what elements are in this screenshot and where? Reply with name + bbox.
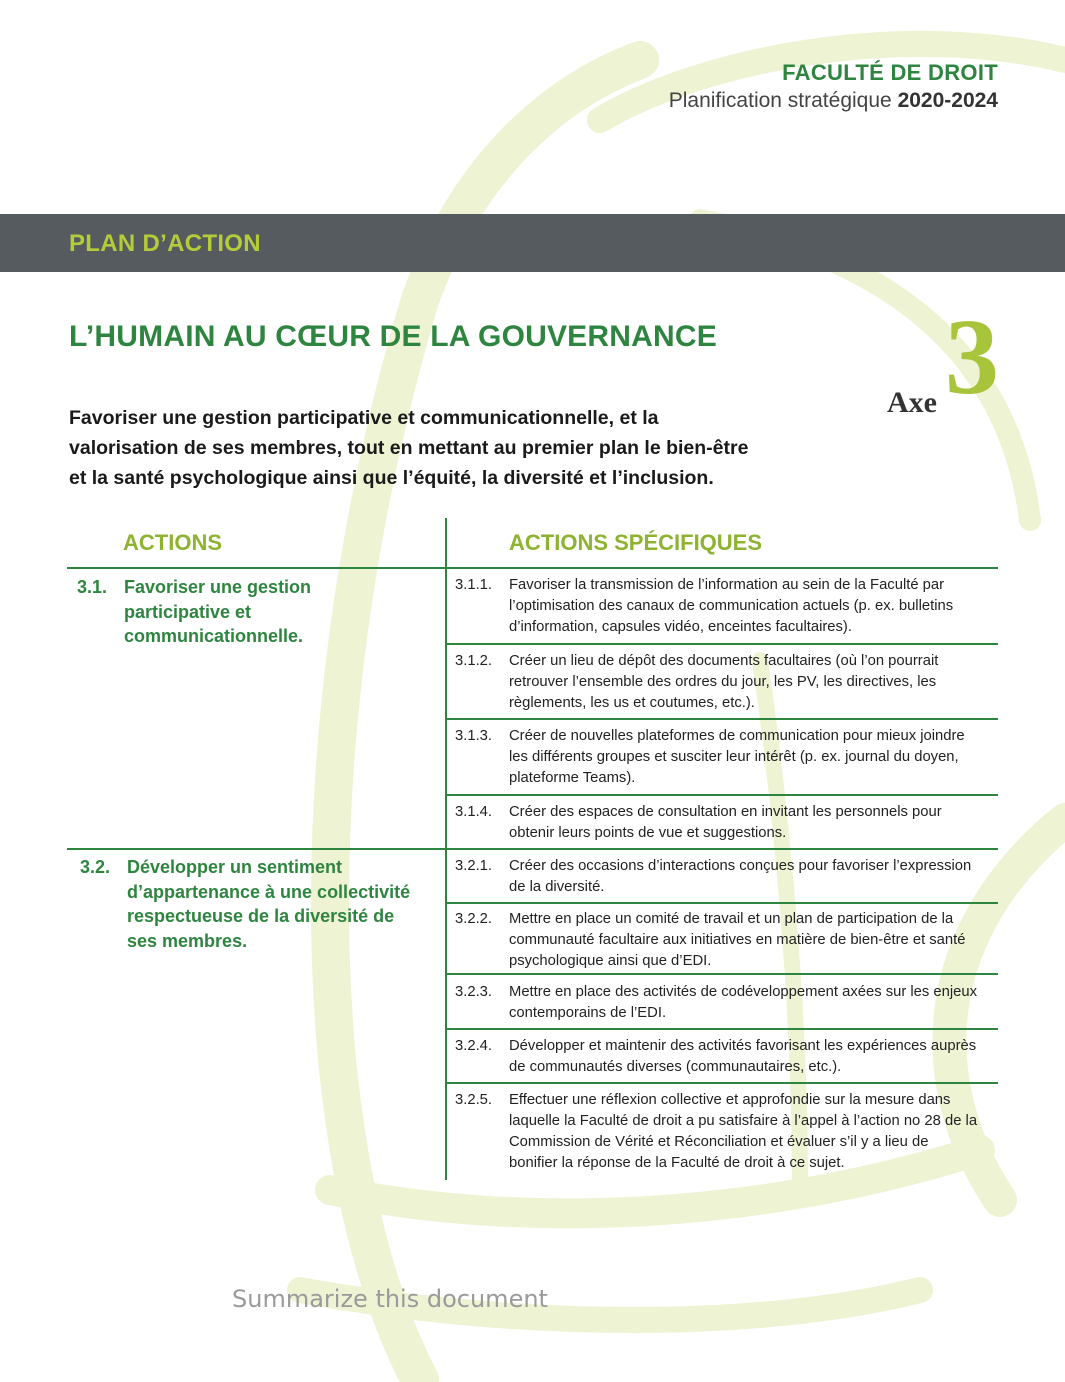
row-rule bbox=[447, 1082, 998, 1084]
specific-text: Mettre en place un comité de travail et un plan de participation de la communauté facultaire aux initiatives en matière de bien-être et santé psychologique ainsi que d’EDI. bbox=[509, 911, 966, 969]
axe-number: 3 bbox=[945, 298, 999, 417]
axe-badge bbox=[859, 298, 999, 424]
col-header-actions: ACTIONS bbox=[123, 530, 222, 555]
action-text: Favoriser une gestion participative et communicationnelle. bbox=[124, 577, 312, 646]
specific-number: 3.1.4. bbox=[455, 804, 493, 820]
action-number: 3.1. bbox=[77, 577, 108, 597]
plan-prefix: Planification stratégique bbox=[668, 89, 892, 112]
specific-number: 3.2.5. bbox=[455, 1092, 493, 1108]
specific-text: Créer un lieu de dépôt des documents facultaires (où l’on pourrait retrouver l’ensemble des ordres du jour, les PV, les directives, les règlements, les us et coutumes, etc.). bbox=[509, 653, 939, 711]
specific-number: 3.1.3. bbox=[455, 728, 493, 744]
row-rule bbox=[447, 1028, 998, 1030]
specific-number: 3.2.2. bbox=[455, 911, 493, 927]
specific-text: Créer de nouvelles plateformes de communication pour mieux joindre les différents groupes et susciter leur intérêt (p. ex. journal du doyen, plateforme Teams). bbox=[509, 728, 965, 786]
row-rule bbox=[447, 973, 998, 975]
specific-number: 3.2.4. bbox=[455, 1038, 493, 1054]
row-rule bbox=[447, 794, 998, 796]
specific-number: 3.2.1. bbox=[455, 858, 493, 874]
specific-number: 3.2.3. bbox=[455, 984, 493, 1000]
axe-label: Axe bbox=[887, 386, 937, 419]
action-number: 3.2. bbox=[80, 857, 111, 877]
plan-years: 2020-2024 bbox=[897, 89, 998, 112]
specific-number: 3.1.1. bbox=[455, 577, 493, 593]
section-band bbox=[0, 214, 1065, 272]
row-rule bbox=[447, 718, 998, 720]
faculty-name: FACULTÉ DE DROIT bbox=[782, 60, 998, 85]
band-title: PLAN D’ACTION bbox=[69, 230, 261, 257]
specific-text: Développer et maintenir des activités favorisant les expériences auprès de communautés diverses (communautaires, etc.). bbox=[509, 1038, 977, 1075]
plan-subtitle bbox=[669, 89, 998, 113]
intro-paragraph: Favoriser une gestion participative et communicationnelle, et la valorisation de ses membres, tout en mettant au premier plan le bien-être et la santé psychologique ainsi que l’équité, la diversité et l’inclusion. bbox=[69, 407, 749, 489]
specific-text: Favoriser la transmission de l’information au sein de la Faculté par l’optimisation des canaux de communication actuels (p. ex. bulletins d’information, capsules vidéo, enceintes facultaires). bbox=[509, 577, 954, 635]
group-rule bbox=[67, 848, 998, 850]
row-rule bbox=[447, 902, 998, 904]
table-header-rule bbox=[67, 567, 998, 569]
action-text: Développer un sentiment d’appartenance à une collectivité respectueuse de la diversité de ses membres. bbox=[127, 857, 411, 951]
document-header bbox=[669, 60, 998, 113]
specific-text: Créer des espaces de consultation en invitant les personnels pour obtenir leurs points de vue et suggestions. bbox=[509, 804, 942, 841]
page-title: L’HUMAIN AU CŒUR DE LA GOUVERNANCE bbox=[69, 320, 717, 353]
col-header-specific: ACTIONS SPÉCIFIQUES bbox=[509, 530, 763, 555]
specific-text: Mettre en place des activités de codéveloppement axées sur les enjeux contemporains de l’EDI. bbox=[509, 984, 978, 1021]
row-rule bbox=[447, 643, 998, 645]
specific-text: Créer des occasions d’interactions conçues pour favoriser l’expression de la diversité. bbox=[509, 858, 972, 895]
specific-number: 3.1.2. bbox=[455, 653, 493, 669]
specific-text: Effectuer une réflexion collective et approfondie sur la mesure dans laquelle la Faculté de droit a pu satisfaire à l’appel à l’action no 28 de la Commission de Vérité et Réconciliation et évaluer s’il y a lieu de bonifier la réponse de la Faculté de droit à ce sujet. bbox=[509, 1092, 978, 1171]
summarize-document-button[interactable]: Summarize this document bbox=[232, 1285, 548, 1313]
